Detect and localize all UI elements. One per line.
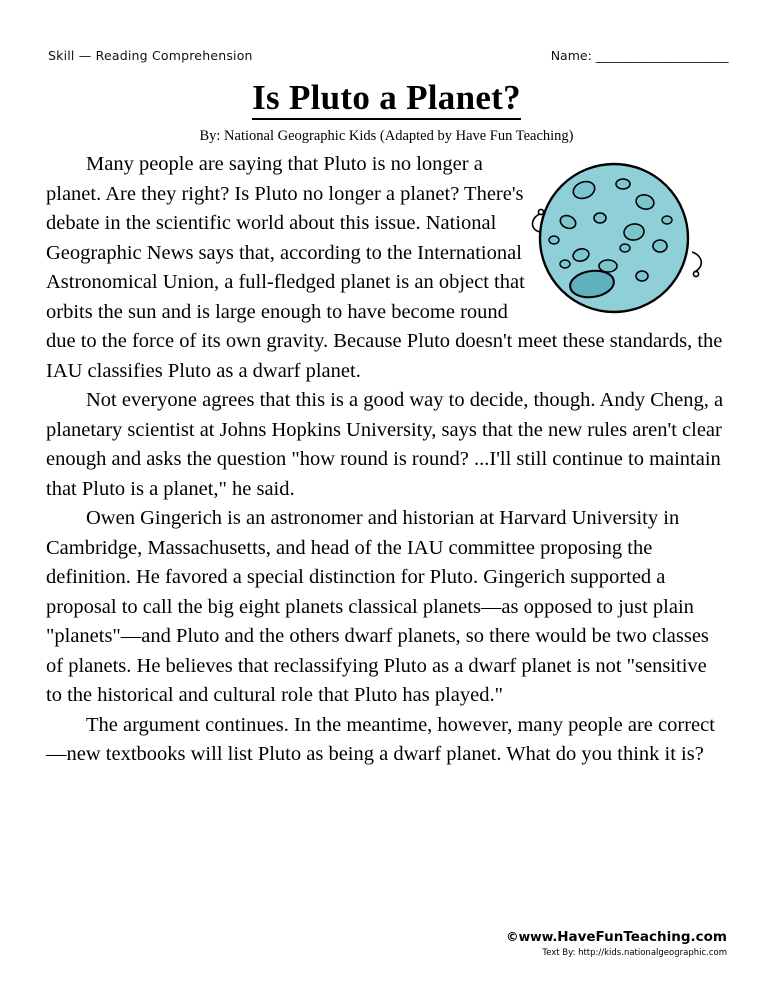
name-field[interactable] [551, 48, 728, 63]
article-paragraph-2: Not everyone agrees that this is a good way to decide, though. Andy Cheng, a planetary scientist at Johns Hopkins University, says that the new rules aren't clear enough and asks the question "how round is round? ...I'll still continue to maintain that Pluto is a planet," he said. [46, 389, 724, 500]
footer-source: Text By: http://kids.nationalgeographic.com [542, 948, 727, 958]
article-paragraph-4: The argument continues. In the meantime, however, many people are correct—new textbooks will list Pluto as being a dwarf planet. What do you think it is? [46, 713, 715, 765]
worksheet-footer [506, 929, 727, 958]
footer-site-name: HaveFunTeaching.com [557, 929, 727, 945]
skill-label: Skill — Reading Comprehension [48, 48, 253, 63]
article-paragraph-1: Many people are saying that Pluto is no longer a planet. Are they right? Is Pluto no longer a planet? There's debate in the scientific world about this issue. National Geographic News says that, according to the International Astronomical Union, a full-fledged planet is an object that orbits the sun and is large enough to have become round due to the force of its own gravity. Because Pluto doesn't meet these standards, the IAU classifies Pluto as a dwarf planet. [46, 153, 723, 382]
footer-site [506, 929, 727, 945]
article-paragraph-3: Owen Gingerich is an astronomer and historian at Harvard University in Cambridge, Massachusetts, and head of the IAU committee proposing the definition. He favored a special distinction for Pluto. Gingerich supported a proposal to call the big eight planets classical planets—as opposed to just plain "planets"—and Pluto and the others dwarf planets, so there would be two classes of planets. He believes that reclassifying Pluto as a dwarf planet is not "sensitive to the historical and cultural role that Pluto has played." [46, 507, 709, 706]
name-blank-line: _______________________ [595, 48, 728, 63]
illustration-text-wrap [526, 150, 726, 318]
worksheet-header [48, 48, 728, 63]
article-body [46, 150, 726, 770]
byline: By: National Geographic Kids (Adapted by Have Fun Teaching) [199, 128, 574, 144]
page-title-text: Is Pluto a Planet? [252, 78, 521, 120]
name-label: Name: [550, 48, 596, 63]
footer-copyright-prefix: ©www. [506, 929, 558, 944]
page-title [0, 78, 773, 118]
